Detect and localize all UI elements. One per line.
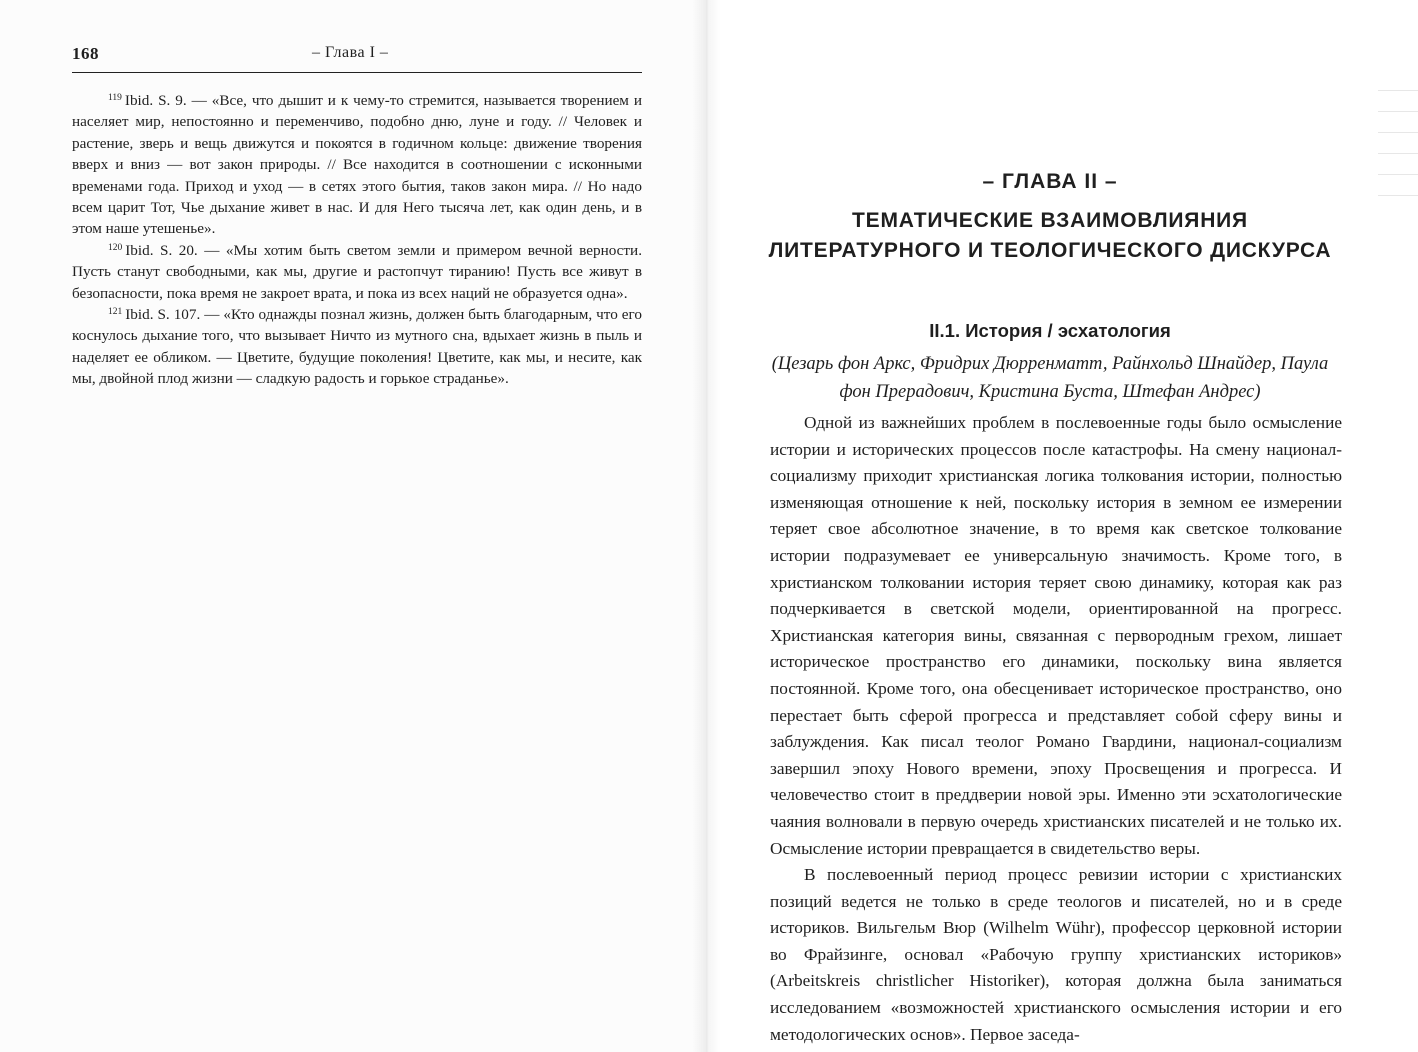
footnote xyxy=(72,240,642,304)
body-text xyxy=(770,410,1342,1048)
book-gutter xyxy=(692,0,720,1052)
chapter-title: ТЕМАТИЧЕСКИЕ ВЗАИМОВЛИЯНИЯ ЛИТЕРАТУРНОГО И ТЕОЛОГИЧЕСКОГО ДИСКУРСА xyxy=(768,209,1332,262)
footnote-text: — «Все, что дышит и к чему-то стремится, называется творением и населяет мир, непостоянно и переменчиво, подобно дню, луне и году. // Человек и растение, зверь и вещь движутся и покоятся в годичном кольце: движение творения вверх и вниз — вот закон природы. // Все находится в соотношении с исконными временами года. Приход и уход — в сетях этого бытия, таков закон мира. // Но надо всем царит Тот, Чье дыхание живет в нас. И для Него тысяча лет, как один день, и в этом наше утешенье». xyxy=(72,92,642,238)
footnote-number: 120 xyxy=(108,242,123,253)
chapter-number: – ГЛАВА II – xyxy=(982,170,1118,193)
footnote-source: Ibid. S. 107. xyxy=(125,306,201,324)
footnote-source: Ibid. S. 9. xyxy=(124,92,187,109)
footnote xyxy=(72,90,642,240)
paragraph: Одной из важнейших проблем в послевоенные годы было осмысление истории и исторических процессов после катастрофы. На смену национал-социализму приходит христианская логика толкования истории, полностью изменяющая отношение к ней, поскольку история в земном ее измерении теряет свое абсолютное значение, в то время как светское толкование истории подразумевает ее универсальную значимость. Кроме того, в христианском толковании история теряет свою динамику, которая как раз подчеркивается в светской модели, ориентированной на прогресс. Христианская категория вины, связанная с первородным грехом, лишает историческое пространство его динамики, поскольку вина является постоянной. Кроме того, она обесценивает историческое пространство, оно перестает быть сферой прогресса и представляет собой сферу вины и заблуждения. Как писал теолог Романо Гвардини, национал-социализм завершил эпоху Нового времени, эпоху Просвещения и прогресса. И человечество стоит в преддверии новой эры. Именно эти эсхатологические чаяния волновали в первую очередь христианских писателей и не только их. Осмысление истории превращается в свидетельство веры. xyxy=(770,413,1342,858)
header-rule xyxy=(72,72,642,73)
running-head-chapter: – Глава I – xyxy=(312,44,389,61)
footnote-text: — «Мы хотим быть светом земли и примером вечной верности. Пусть станут свободными, как мы, другие и растопчут тиранию! Пусть все живут в безопасности, пока время не закроет врата, и пока из всех наций не образуется одна». xyxy=(72,241,642,302)
chapter-heading xyxy=(760,168,1340,266)
footnotes xyxy=(72,90,642,390)
footnote-number: 119 xyxy=(108,93,122,103)
footnote-text: — «Кто однажды познал жизнь, должен быть благодарным, что его коснулось дыхание того, что вызывает Ничто из мутного сна, вдыхает жизнь в пыль и наделяет ее обликом. — Цветите, будущие поколения! Цветите, как мы, и несите, как мы, двойной плод жизни — сладкую радость и горькое страданье». xyxy=(72,306,642,388)
section-subtitle: (Цезарь фон Аркс, Фридрих Дюрренматт, Райнхольд Шнайдер, Паула фон Прерадович, Кристина Буста, Штефан Андрес) xyxy=(771,354,1329,402)
left-page xyxy=(0,0,705,1052)
paragraph: В послевоенный период процесс ревизии истории с христианских позиций ведется не только в среде теологов и писателей, но и в среде историков. Вильгельм Вюр (Wilhelm Wühr), профессор церковной истории во Фрайзинге, основал «Рабочую группу христианских историков» (Arbeitskreis christlicher Historiker), которая должна была заниматься исследованием «возможностей христианского осмысления истории и его методологических основ». Первое заседа- xyxy=(770,865,1342,1044)
running-head xyxy=(72,44,642,72)
footnote xyxy=(72,304,642,390)
section-title: II.1. История / эсхатология xyxy=(929,320,1171,341)
footnote-number: 121 xyxy=(108,307,123,318)
footnote-source: Ibid. S. 20. xyxy=(125,241,198,259)
page-number: 168 xyxy=(72,44,99,63)
section-heading xyxy=(760,318,1340,406)
bleed-through-lines xyxy=(1378,90,1418,260)
